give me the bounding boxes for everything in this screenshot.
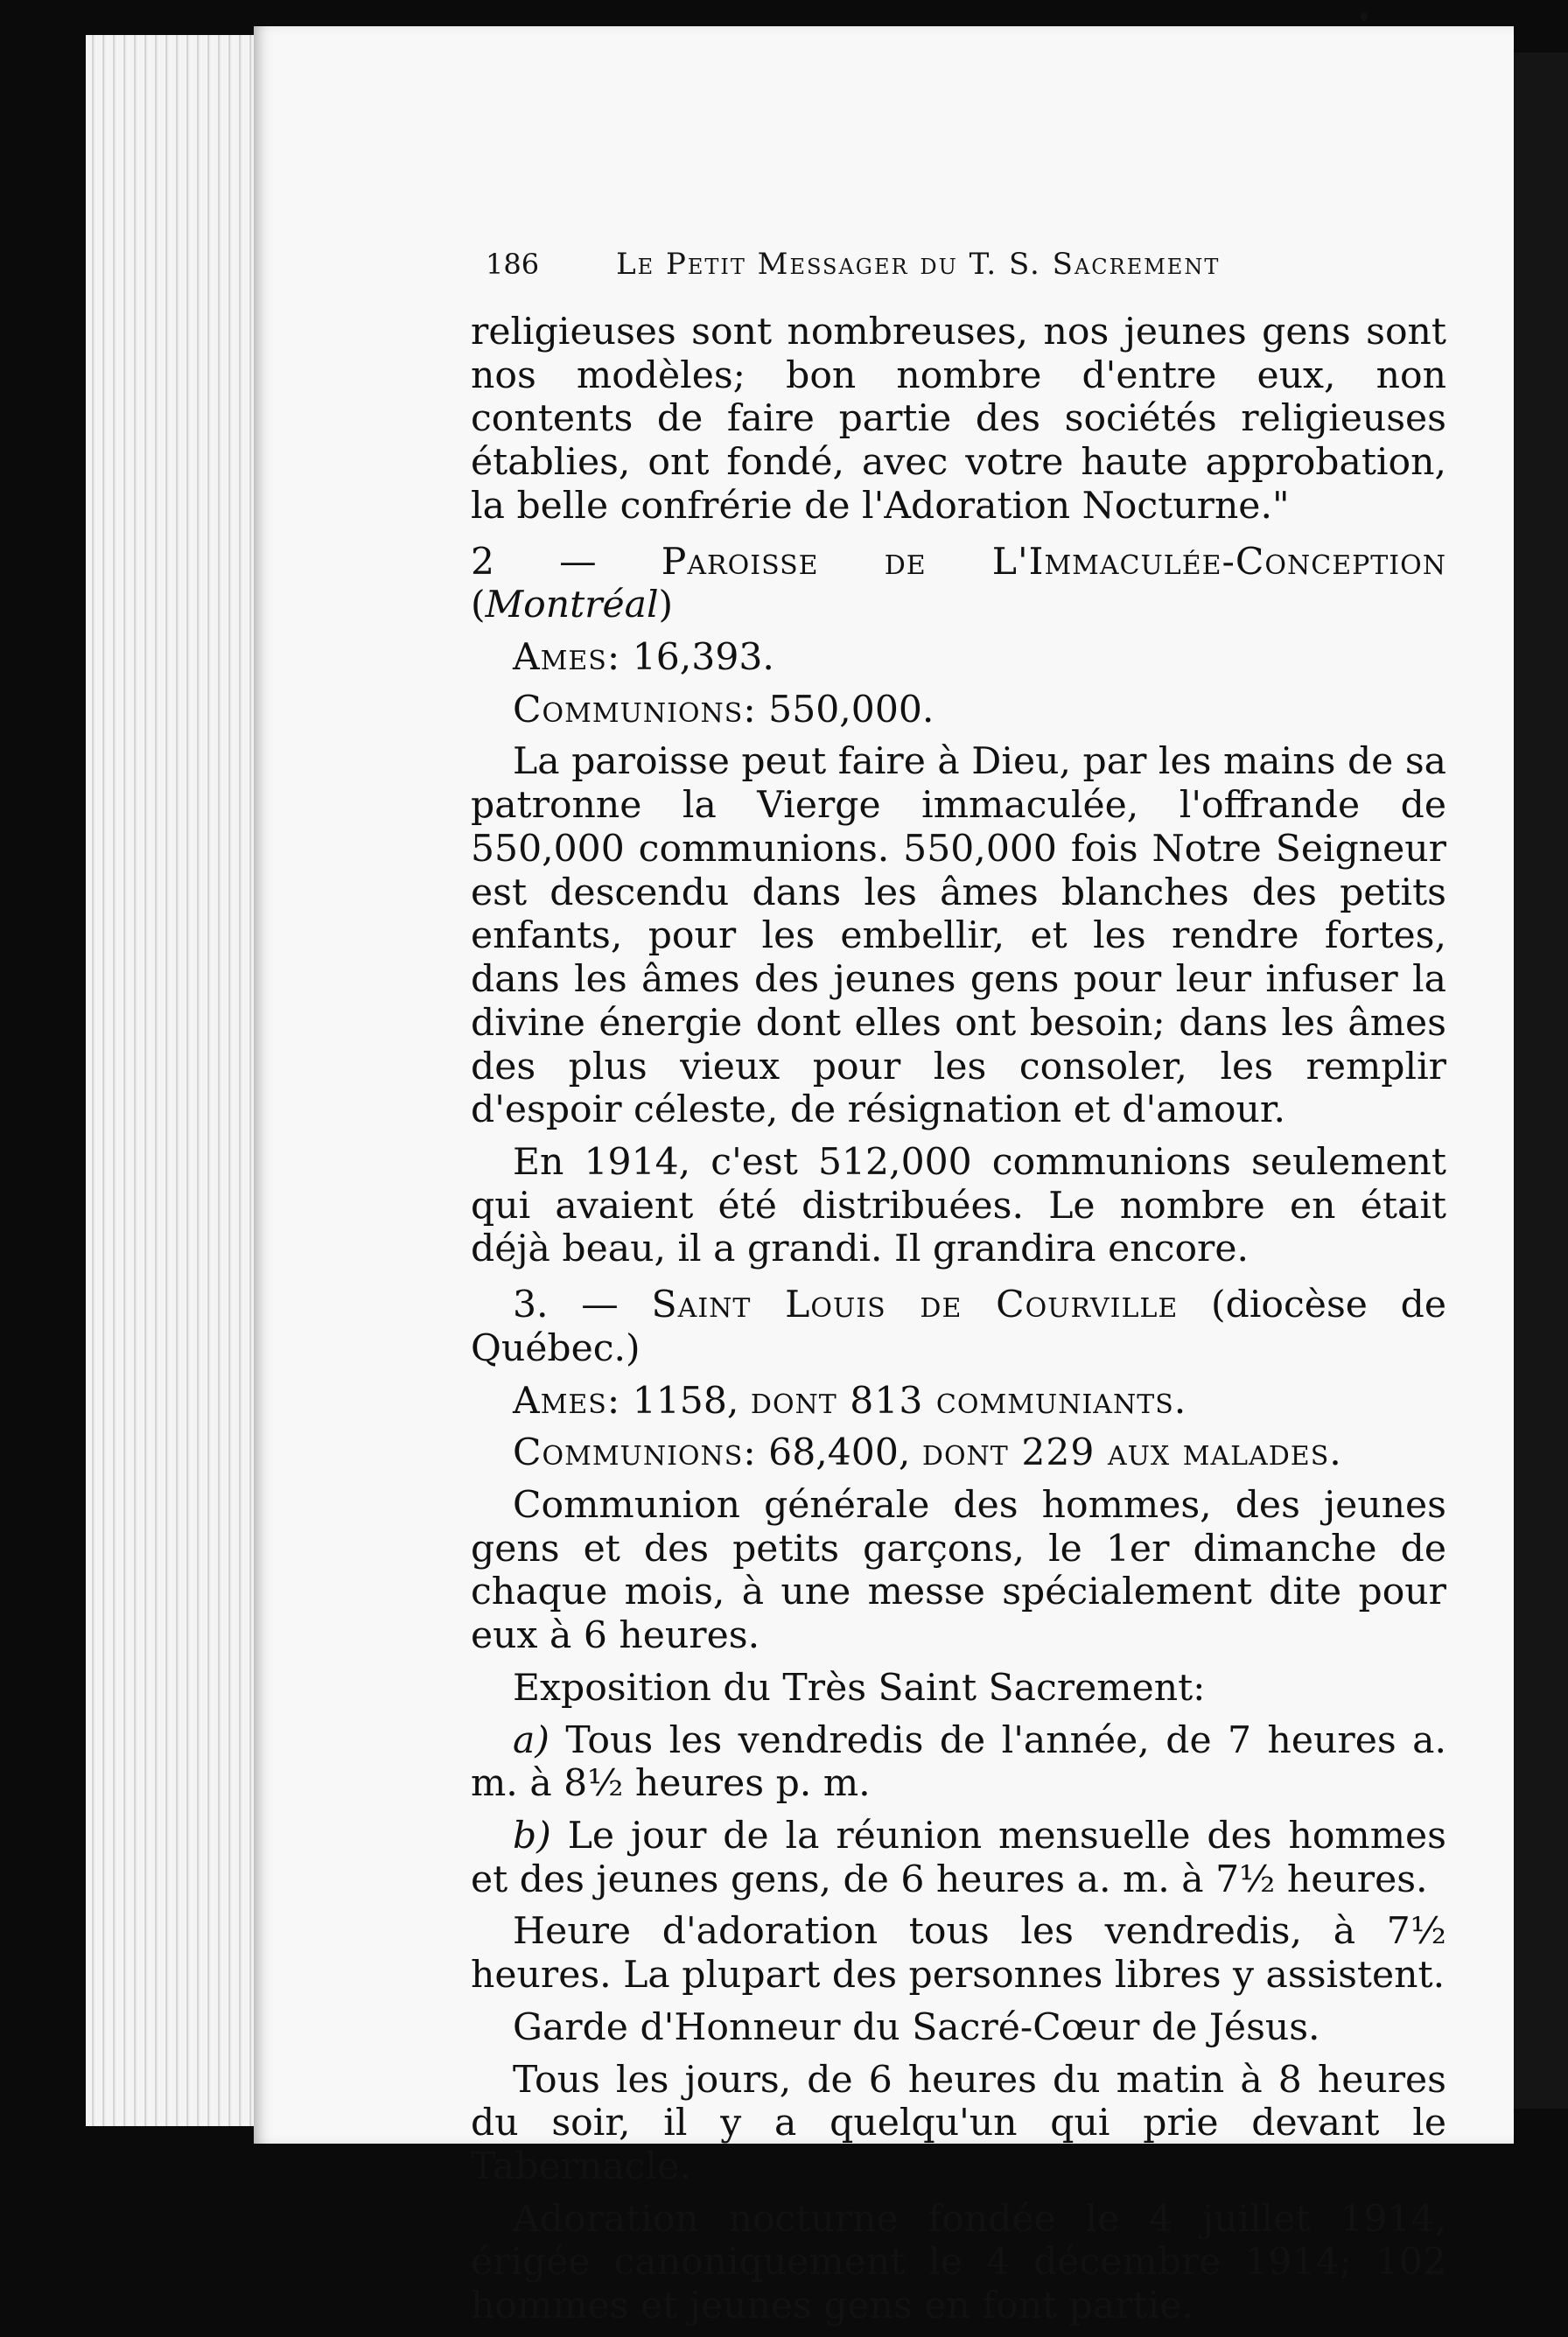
paragraph: Heure d'adoration tous les vendredis, à 7½ heures. La plupart des personnes libres y assistent. (471, 1910, 1446, 1998)
item-text: Le jour de la réunion mensuelle des hommes et des jeunes gens, de 6 heures a. m. à 7½ heures. (471, 1815, 1446, 1901)
paragraph-continuation: religieuses sont nombreuses, nos jeunes gens sont nos modèles; bon nombre d'entre eux, non contents de faire partie des sociétés religieuses établies, ont fondé, avec votre haute approbation, la belle confrérie de l'Adoration Nocturne." (471, 311, 1446, 528)
souls-count-line (513, 636, 1446, 680)
place-close-paren: ) (658, 584, 674, 627)
paragraph: En 1914, c'est 512,000 communions seulement qui avaient été distribuées. Le nombre en était déjà beau, il a grandi. Il grandira encore. (471, 1140, 1446, 1271)
section-heading-3 (471, 1284, 1446, 1370)
page-number: 186 (486, 248, 540, 281)
section-title: Saint Louis de Courville (651, 1284, 1179, 1327)
souls-value: 16,393. (632, 636, 774, 680)
communions-label: Communions: (513, 1431, 757, 1475)
place-name: Montréal (485, 584, 659, 627)
section-title: Paroisse de L'Immaculée-Conception (661, 540, 1446, 584)
paragraph: Adoration nocturne fondée le 4 juillet 1914, érigée canoniquement le 4 décembre 1914; 102 hommes et jeunes gens en font partie. (471, 2197, 1446, 2328)
place-open-paren: ( (471, 584, 486, 627)
running-header (486, 247, 1448, 282)
item-text: Tous les vendredis de l'année, de 7 heures a. m. à 8½ heures p. m. (471, 1718, 1446, 1806)
communions-count-line (513, 689, 1446, 732)
section-number: 2 — (471, 540, 597, 584)
section-heading-2 (471, 541, 1446, 627)
communions-value: 68,400, (768, 1431, 911, 1475)
list-item-b (471, 1815, 1446, 1901)
souls-value: 1158, (632, 1379, 739, 1423)
page-body (471, 311, 1446, 2337)
item-label: a) (513, 1718, 550, 1762)
paragraph: Communion générale des hommes, des jeunes gens et des petits garçons, le 1er dimanche de chaque mois, à une messe spécialement dite pour eux à 6 heures. (471, 1483, 1446, 1658)
communions-detail: dont 229 aux malades. (921, 1431, 1342, 1475)
facing-page-edge (1514, 52, 1568, 2109)
communions-label: Communions: (513, 688, 757, 731)
paragraph: La paroisse peut faire à Dieu, par les mains de sa patronne la Vierge immaculée, l'offrande de 550,000 communions. 550,000 fois Notre Seigneur est descendu dans les âmes blanches des petits enfants, pour les embellir, et les rendre fortes, dans les âmes des jeunes gens pour leur infuser la divine énergie dont elles ont besoin; dans les âmes des plus vieux pour les consoler, les remplir d'espoir céleste, de résignation et d'amour. (471, 740, 1446, 1132)
scan-mark (1361, 12, 1368, 21)
paragraph: Garde d'Honneur du Sacré-Cœur de Jésus. (513, 2005, 1320, 2049)
souls-detail: dont 813 communiants. (750, 1379, 1187, 1423)
diocese-note: (diocèse de Québec.) (471, 1284, 1447, 1370)
item-label: b) (513, 1815, 551, 1858)
paragraph: Exposition du Très Saint Sacrement: (513, 1666, 1206, 1710)
list-item-a (471, 1719, 1446, 1806)
running-title: Le Petit Messager du T. S. Sacrement (616, 247, 1221, 282)
section-number: 3. — (513, 1284, 619, 1327)
souls-label: Ames: (513, 1379, 621, 1423)
paragraph: Tous les jours, de 6 heures du matin à 8 heures du soir, il y a quelqu'un qui prie devant le Tabernacle. (471, 2058, 1446, 2189)
communions-count-line (513, 1431, 1446, 1475)
communions-value: 550,000. (768, 688, 934, 731)
souls-count-line (513, 1380, 1446, 1424)
souls-label: Ames: (513, 636, 621, 680)
